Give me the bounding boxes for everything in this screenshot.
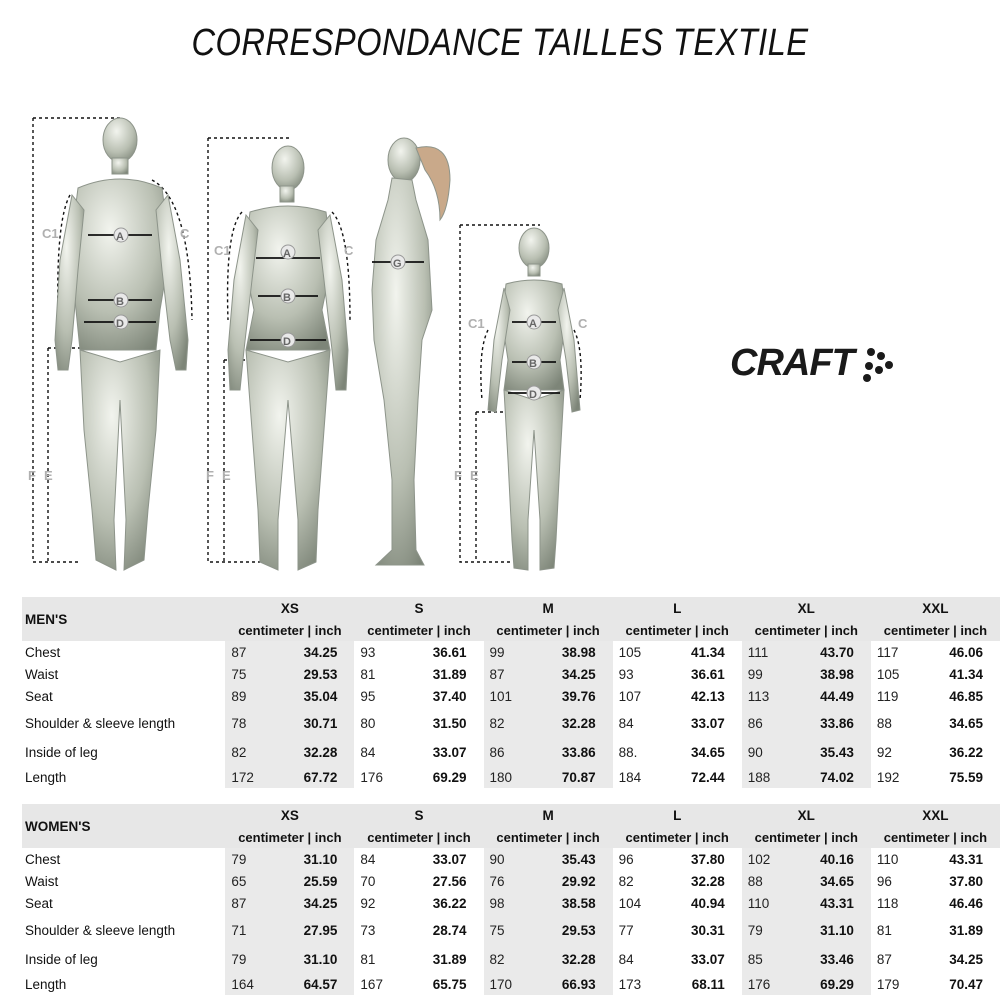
inch-value: 40.94 xyxy=(658,892,742,914)
centimeter-value: 96 xyxy=(613,848,658,870)
centimeter-value: 80 xyxy=(354,707,399,739)
svg-text:A: A xyxy=(116,231,124,243)
unit-label: centimeter | inch xyxy=(354,826,483,848)
inch-value: 36.22 xyxy=(916,739,1000,766)
craft-dots-icon xyxy=(860,346,900,382)
svg-text:D: D xyxy=(283,336,291,348)
centimeter-value: 84 xyxy=(354,739,399,766)
size-label: XS xyxy=(225,597,354,619)
centimeter-value: 92 xyxy=(354,892,399,914)
centimeter-value: 99 xyxy=(742,663,787,685)
svg-text:E: E xyxy=(222,468,231,483)
table-row xyxy=(22,641,1000,663)
centimeter-value: 82 xyxy=(613,870,658,892)
inch-value: 31.10 xyxy=(271,848,355,870)
inch-value: 34.25 xyxy=(271,641,355,663)
craft-logo xyxy=(730,342,900,385)
page-title: CORRESPONDANCE TAILLES TEXTILE xyxy=(191,22,809,64)
centimeter-value: 86 xyxy=(484,739,529,766)
inch-value: 32.28 xyxy=(271,739,355,766)
svg-text:F: F xyxy=(28,468,36,483)
svg-text:C: C xyxy=(578,316,588,331)
centimeter-value: 110 xyxy=(742,892,787,914)
row-label: Waist xyxy=(25,873,59,889)
svg-text:C: C xyxy=(344,243,354,258)
centimeter-value: 81 xyxy=(871,914,916,946)
centimeter-value: 81 xyxy=(354,663,399,685)
centimeter-value: 75 xyxy=(225,663,270,685)
inch-value: 34.25 xyxy=(916,946,1000,973)
centimeter-value: 110 xyxy=(871,848,916,870)
table-row xyxy=(22,914,1000,946)
size-label: XL xyxy=(742,597,871,619)
inch-value: 27.56 xyxy=(400,870,484,892)
inch-value: 31.10 xyxy=(787,914,871,946)
centimeter-value: 70 xyxy=(354,870,399,892)
svg-text:F: F xyxy=(454,468,462,483)
table-row xyxy=(22,946,1000,973)
inch-value: 31.89 xyxy=(916,914,1000,946)
centimeter-value: 173 xyxy=(613,973,658,995)
centimeter-value: 88. xyxy=(613,739,658,766)
size-label: M xyxy=(484,597,613,619)
inch-value: 64.57 xyxy=(271,973,355,995)
inch-value: 35.04 xyxy=(271,685,355,707)
centimeter-value: 71 xyxy=(225,914,270,946)
centimeter-value: 82 xyxy=(484,946,529,973)
inch-value: 70.47 xyxy=(916,973,1000,995)
table-row xyxy=(22,973,1000,995)
inch-value: 67.72 xyxy=(271,766,355,788)
svg-text:E: E xyxy=(44,468,53,483)
unit-label: centimeter | inch xyxy=(484,619,613,641)
inch-value: 27.95 xyxy=(271,914,355,946)
centimeter-value: 119 xyxy=(871,685,916,707)
inch-value: 32.28 xyxy=(529,946,613,973)
centimeter-value: 93 xyxy=(354,641,399,663)
inch-value: 43.31 xyxy=(916,848,1000,870)
centimeter-value: 87 xyxy=(225,641,270,663)
centimeter-value: 90 xyxy=(742,739,787,766)
centimeter-value: 81 xyxy=(354,946,399,973)
inch-value: 68.11 xyxy=(658,973,742,995)
inch-value: 30.31 xyxy=(658,914,742,946)
svg-text:B: B xyxy=(116,296,124,308)
unit-label: centimeter | inch xyxy=(354,619,483,641)
unit-label: centimeter | inch xyxy=(613,826,742,848)
inch-value: 43.31 xyxy=(787,892,871,914)
row-label: Shoulder & sleeve length xyxy=(25,922,176,938)
svg-text:D: D xyxy=(116,318,124,330)
inch-value: 29.53 xyxy=(271,663,355,685)
centimeter-value: 87 xyxy=(225,892,270,914)
svg-text:B: B xyxy=(529,358,537,370)
svg-text:E: E xyxy=(470,468,479,483)
inch-value: 44.49 xyxy=(787,685,871,707)
svg-text:B: B xyxy=(283,292,291,304)
inch-value: 29.53 xyxy=(529,914,613,946)
centimeter-value: 79 xyxy=(225,946,270,973)
child-figure xyxy=(454,225,588,570)
inch-value: 29.92 xyxy=(529,870,613,892)
unit-label: centimeter | inch xyxy=(613,619,742,641)
row-label: Inside of leg xyxy=(25,745,98,760)
inch-value: 34.25 xyxy=(529,663,613,685)
row-label: Inside of leg xyxy=(25,952,98,967)
centimeter-value: 111 xyxy=(742,641,787,663)
centimeter-value: 87 xyxy=(871,946,916,973)
size-label: XXL xyxy=(871,597,1000,619)
inch-value: 35.43 xyxy=(787,739,871,766)
inch-value: 69.29 xyxy=(787,973,871,995)
inch-value: 33.46 xyxy=(787,946,871,973)
inch-value: 70.87 xyxy=(529,766,613,788)
inch-value: 33.07 xyxy=(400,848,484,870)
inch-value: 36.22 xyxy=(400,892,484,914)
inch-value: 32.28 xyxy=(658,870,742,892)
inch-value: 25.59 xyxy=(271,870,355,892)
centimeter-value: 90 xyxy=(484,848,529,870)
centimeter-value: 84 xyxy=(354,848,399,870)
inch-value: 43.70 xyxy=(787,641,871,663)
womens-size-table xyxy=(22,804,1000,995)
svg-text:C: C xyxy=(180,226,190,241)
table-row xyxy=(22,870,1000,892)
centimeter-value: 102 xyxy=(742,848,787,870)
group-label: MEN'S xyxy=(22,597,225,641)
centimeter-value: 82 xyxy=(484,707,529,739)
row-label: Chest xyxy=(25,644,61,660)
centimeter-value: 113 xyxy=(742,685,787,707)
inch-value: 35.43 xyxy=(529,848,613,870)
unit-label: centimeter | inch xyxy=(484,826,613,848)
inch-value: 33.07 xyxy=(658,946,742,973)
centimeter-value: 176 xyxy=(354,766,399,788)
mens-size-table xyxy=(22,597,1000,788)
inch-value: 75.59 xyxy=(916,766,1000,788)
inch-value: 37.40 xyxy=(400,685,484,707)
centimeter-value: 188 xyxy=(742,766,787,788)
size-header-row xyxy=(22,597,1000,619)
table-row xyxy=(22,663,1000,685)
centimeter-value: 99 xyxy=(484,641,529,663)
inch-value: 34.65 xyxy=(658,739,742,766)
inch-value: 33.86 xyxy=(529,739,613,766)
centimeter-value: 95 xyxy=(354,685,399,707)
inch-value: 38.98 xyxy=(529,641,613,663)
inch-value: 31.89 xyxy=(400,663,484,685)
size-label: XL xyxy=(742,804,871,826)
svg-text:C1: C1 xyxy=(214,243,231,258)
inch-value: 33.07 xyxy=(658,707,742,739)
row-label: Chest xyxy=(25,851,61,867)
inch-value: 41.34 xyxy=(658,641,742,663)
centimeter-value: 78 xyxy=(225,707,270,739)
inch-value: 46.85 xyxy=(916,685,1000,707)
centimeter-value: 176 xyxy=(742,973,787,995)
centimeter-value: 76 xyxy=(484,870,529,892)
centimeter-value: 84 xyxy=(613,946,658,973)
inch-value: 65.75 xyxy=(400,973,484,995)
centimeter-value: 180 xyxy=(484,766,529,788)
table-row xyxy=(22,685,1000,707)
centimeter-value: 79 xyxy=(742,914,787,946)
centimeter-value: 96 xyxy=(871,870,916,892)
inch-value: 30.71 xyxy=(271,707,355,739)
centimeter-value: 105 xyxy=(871,663,916,685)
body-measurement-figures xyxy=(20,100,600,585)
centimeter-value: 87 xyxy=(484,663,529,685)
inch-value: 38.98 xyxy=(787,663,871,685)
size-header-row xyxy=(22,804,1000,826)
inch-value: 34.25 xyxy=(271,892,355,914)
unit-label: centimeter | inch xyxy=(225,619,354,641)
centimeter-value: 101 xyxy=(484,685,529,707)
inch-value: 72.44 xyxy=(658,766,742,788)
centimeter-value: 192 xyxy=(871,766,916,788)
centimeter-value: 98 xyxy=(484,892,529,914)
centimeter-value: 184 xyxy=(613,766,658,788)
size-label: L xyxy=(613,804,742,826)
woman-front-figure xyxy=(206,138,354,570)
centimeter-value: 117 xyxy=(871,641,916,663)
centimeter-value: 170 xyxy=(484,973,529,995)
centimeter-value: 118 xyxy=(871,892,916,914)
centimeter-value: 179 xyxy=(871,973,916,995)
inch-value: 37.80 xyxy=(658,848,742,870)
centimeter-value: 93 xyxy=(613,663,658,685)
inch-value: 41.34 xyxy=(916,663,1000,685)
inch-value: 39.76 xyxy=(529,685,613,707)
row-label: Shoulder & sleeve length xyxy=(25,715,176,731)
inch-value: 37.80 xyxy=(916,870,1000,892)
unit-label: centimeter | inch xyxy=(742,619,871,641)
centimeter-value: 75 xyxy=(484,914,529,946)
inch-value: 69.29 xyxy=(400,766,484,788)
inch-value: 31.89 xyxy=(400,946,484,973)
centimeter-value: 107 xyxy=(613,685,658,707)
row-label: Length xyxy=(25,769,67,785)
centimeter-value: 84 xyxy=(613,707,658,739)
centimeter-value: 85 xyxy=(742,946,787,973)
size-label: S xyxy=(354,597,483,619)
centimeter-value: 82 xyxy=(225,739,270,766)
table-row xyxy=(22,707,1000,739)
size-label: XXL xyxy=(871,804,1000,826)
inch-value: 66.93 xyxy=(529,973,613,995)
centimeter-value: 105 xyxy=(613,641,658,663)
table-row xyxy=(22,848,1000,870)
unit-label: centimeter | inch xyxy=(225,826,354,848)
unit-label: centimeter | inch xyxy=(871,826,1000,848)
size-label: M xyxy=(484,804,613,826)
svg-text:C1: C1 xyxy=(468,316,485,331)
row-label: Length xyxy=(25,976,67,992)
centimeter-value: 164 xyxy=(225,973,270,995)
row-label: Seat xyxy=(25,895,53,911)
svg-text:G: G xyxy=(393,258,402,270)
group-label: WOMEN'S xyxy=(22,804,225,848)
size-label: L xyxy=(613,597,742,619)
size-label: S xyxy=(354,804,483,826)
centimeter-value: 79 xyxy=(225,848,270,870)
unit-label: centimeter | inch xyxy=(742,826,871,848)
row-label: Seat xyxy=(25,688,53,704)
inch-value: 33.86 xyxy=(787,707,871,739)
centimeter-value: 73 xyxy=(354,914,399,946)
centimeter-value: 92 xyxy=(871,739,916,766)
row-label: Waist xyxy=(25,666,59,682)
svg-text:F: F xyxy=(206,468,214,483)
table-row xyxy=(22,766,1000,788)
table-row xyxy=(22,739,1000,766)
inch-value: 31.50 xyxy=(400,707,484,739)
centimeter-value: 86 xyxy=(742,707,787,739)
inch-value: 32.28 xyxy=(529,707,613,739)
centimeter-value: 88 xyxy=(742,870,787,892)
centimeter-value: 65 xyxy=(225,870,270,892)
svg-text:C1: C1 xyxy=(42,226,59,241)
inch-value: 38.58 xyxy=(529,892,613,914)
inch-value: 46.06 xyxy=(916,641,1000,663)
centimeter-value: 172 xyxy=(225,766,270,788)
inch-value: 34.65 xyxy=(787,870,871,892)
brand-name: CRAFT xyxy=(730,342,854,384)
centimeter-value: 104 xyxy=(613,892,658,914)
inch-value: 42.13 xyxy=(658,685,742,707)
inch-value: 40.16 xyxy=(787,848,871,870)
inch-value: 46.46 xyxy=(916,892,1000,914)
woman-side-figure xyxy=(372,138,450,565)
centimeter-value: 77 xyxy=(613,914,658,946)
inch-value: 36.61 xyxy=(400,641,484,663)
size-label: XS xyxy=(225,804,354,826)
inch-value: 31.10 xyxy=(271,946,355,973)
man-figure xyxy=(28,118,192,570)
inch-value: 36.61 xyxy=(658,663,742,685)
inch-value: 28.74 xyxy=(400,914,484,946)
inch-value: 34.65 xyxy=(916,707,1000,739)
centimeter-value: 89 xyxy=(225,685,270,707)
svg-text:D: D xyxy=(529,389,537,401)
inch-value: 33.07 xyxy=(400,739,484,766)
svg-text:A: A xyxy=(529,318,537,330)
table-row xyxy=(22,892,1000,914)
centimeter-value: 88 xyxy=(871,707,916,739)
svg-text:A: A xyxy=(283,248,291,260)
inch-value: 74.02 xyxy=(787,766,871,788)
centimeter-value: 167 xyxy=(354,973,399,995)
unit-label: centimeter | inch xyxy=(871,619,1000,641)
